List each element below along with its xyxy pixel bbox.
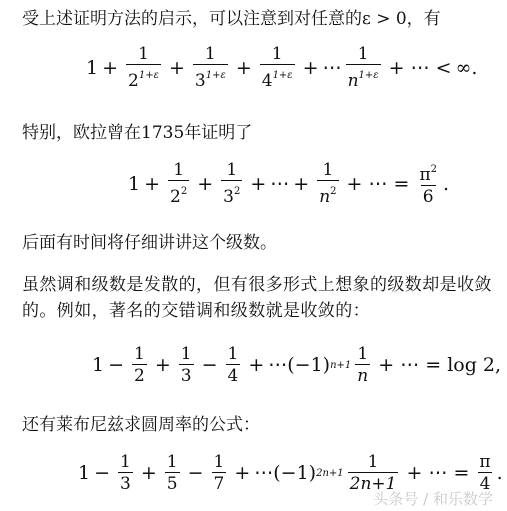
eq3-frac-4: $\frac{1}{4}$	[227, 344, 239, 386]
infinity-symbol: ∞	[455, 56, 472, 79]
eq4-frac-7: $\frac{1}{7}$	[213, 452, 225, 494]
paragraph-intro: 受上述证明方法的启示，可以注意到对任意的ε > 0，有	[22, 9, 441, 29]
eq2-plus: +	[197, 172, 214, 195]
eq1-frac-n: $\frac{1}{n^{1+\varepsilon}}$	[347, 44, 379, 91]
eq4-frac-5: $\frac{1}{5}$	[166, 452, 178, 494]
eq3-equals: + ⋯ = log 2,	[378, 354, 502, 376]
eq1-plus: +	[235, 56, 252, 79]
eq1-dots: ⋯	[322, 56, 342, 79]
eq2-plus: +	[250, 172, 267, 195]
watermark: 头条号 / 和乐数学	[373, 490, 493, 508]
eq2-frac-n: $\frac{1}{n^2}$	[319, 160, 337, 207]
eq4-plus: +	[140, 462, 157, 484]
eq4-dots: ⋯	[254, 462, 274, 484]
eq2-equals: + ⋯ =	[346, 172, 410, 195]
eq4-minus: −	[187, 462, 204, 484]
eq4-period: .	[496, 462, 503, 484]
eq3-frac-3: $\frac{1}{3}$	[180, 344, 192, 386]
eq1-plus: +	[168, 56, 185, 79]
eq2-frac-2: $\frac{1}{2^2}$	[170, 160, 188, 207]
eq2-period: .	[443, 172, 450, 195]
paragraph-later: 后面有时间将仔细讲讲这个级数。	[22, 233, 277, 253]
eq3-exponent: n+1	[330, 359, 352, 371]
eq3-minus: −	[201, 354, 218, 376]
paragraph-euler: 特别，欧拉曾在1735年证明了	[22, 123, 253, 143]
eq3-frac-2: $\frac{1}{2}$	[134, 344, 145, 386]
eq3-frac-n: $\frac{1}{n}$	[357, 344, 369, 386]
eq2-dots: ⋯	[270, 172, 290, 195]
eq1-tail: + ⋯ <	[388, 56, 452, 79]
eq3-dots: ⋯	[268, 354, 288, 376]
eq4-frac-result: $\frac{\pi}{4}$	[479, 452, 491, 494]
eq1-frac-4: $\frac{1}{4^{1+\varepsilon}}$	[261, 44, 293, 91]
eq4-term-1: 1	[78, 462, 91, 484]
eq2-frac-3: $\frac{1}{3^2}$	[223, 160, 241, 207]
eq4-plus: +	[234, 462, 251, 484]
eq1-frac-3: $\frac{1}{3^{1+\varepsilon}}$	[194, 44, 226, 91]
equation-alternating-harmonic	[92, 344, 505, 386]
eq3-minus: −	[108, 354, 125, 376]
eq4-frac-3: $\frac{1}{3}$	[120, 452, 131, 494]
eq3-sign: (−1)	[287, 354, 331, 376]
paragraph-leibniz: 还有莱布尼兹求圆周率的公式：	[22, 415, 260, 435]
eq2-frac-result: $\frac{\pi^2}{6}$	[419, 164, 437, 207]
equation-basel	[128, 160, 449, 207]
eq1-plus: +	[302, 56, 319, 79]
eq4-sign: (−1)	[273, 462, 317, 484]
eq1-term-1: 1	[86, 56, 99, 79]
eq2-term-1: 1	[128, 172, 141, 195]
eq2-plus: +	[144, 172, 161, 195]
eq4-frac-last: $\frac{1}{2n+1}$	[349, 452, 397, 494]
eq1-plus: +	[102, 56, 119, 79]
eq4-minus: −	[94, 462, 111, 484]
eq1-period: .	[471, 56, 478, 79]
eq3-plus: +	[248, 354, 265, 376]
eq2-plus: +	[293, 172, 310, 195]
eq1-frac-2: $\frac{1}{2^{1+\varepsilon}}$	[128, 44, 159, 91]
eq4-exponent: 2n+1	[316, 467, 344, 479]
eq3-term-1: 1	[92, 354, 105, 376]
equation-series-epsilon	[86, 44, 477, 91]
paragraph-alternating: 虽然调和级数是发散的，但有很多形式上想象的级数却是收敛的。例如，著名的交错调和级数就是收敛的：	[22, 275, 492, 321]
eq3-plus: +	[154, 354, 171, 376]
eq4-equals: + ⋯ =	[406, 462, 470, 484]
